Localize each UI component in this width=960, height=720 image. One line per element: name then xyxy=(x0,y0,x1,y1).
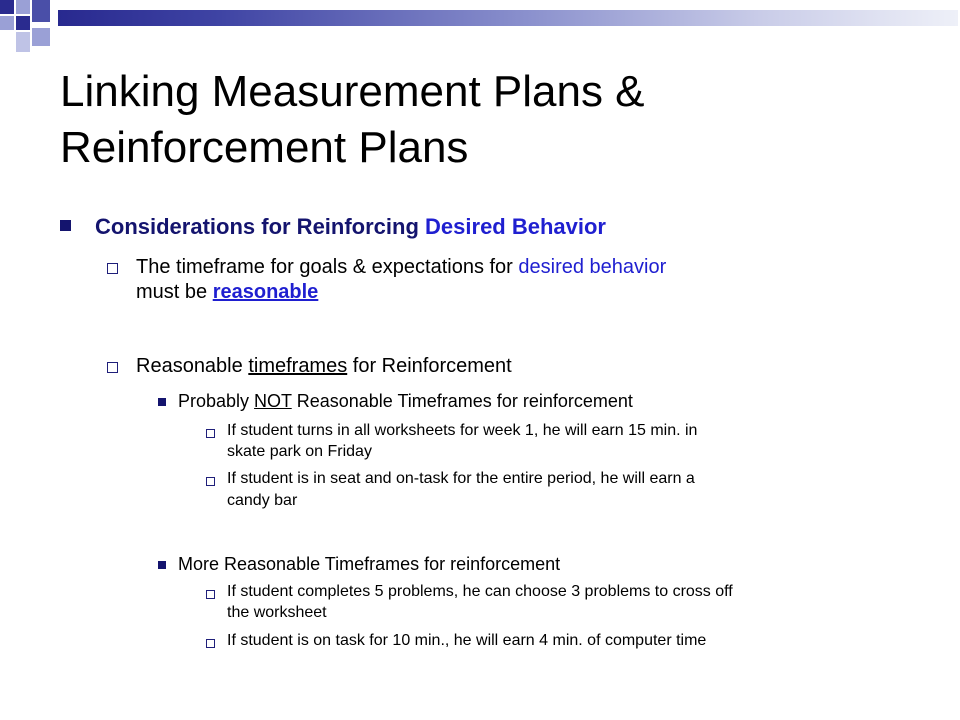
filled-square-bullet-icon xyxy=(60,220,71,231)
slide-title-line-2: Reinforcement Plans xyxy=(60,123,469,172)
filled-square-bullet-icon xyxy=(158,398,166,406)
hollow-square-bullet-icon xyxy=(206,590,215,599)
point-1-line-2 xyxy=(136,281,318,304)
more-reasonable-example-1-line-1: If student completes 5 problems, he can choose 3 problems to cross off xyxy=(227,583,733,600)
not-reasonable-underlined: NOT xyxy=(254,391,292,411)
slide-title-line-1: Linking Measurement Plans & xyxy=(60,67,645,116)
main-bullet-heading xyxy=(60,214,606,240)
hollow-square-bullet-icon xyxy=(206,429,215,438)
point-2-prefix: Reasonable xyxy=(136,355,249,377)
point-2-underlined: timeframes xyxy=(248,355,348,377)
not-reasonable-example-1-line-2: skate park on Friday xyxy=(227,443,372,460)
not-reasonable-example-2-line-2: candy bar xyxy=(227,492,298,509)
not-reasonable-suffix: Reasonable Timeframes for reinforcement xyxy=(291,391,633,411)
hollow-square-bullet-icon xyxy=(206,639,215,648)
point-1-line-1 xyxy=(136,256,666,279)
not-reasonable-example-1-line-1: If student turns in all worksheets for week 1, he will earn 15 min. in xyxy=(227,422,698,439)
more-reasonable-example-1-line-2: the worksheet xyxy=(227,604,327,621)
not-reasonable-prefix: Probably xyxy=(178,391,255,411)
filled-square-bullet-icon xyxy=(158,561,166,569)
hollow-square-bullet-icon xyxy=(107,263,118,274)
point-1-line-2-prefix: must be xyxy=(136,281,213,303)
more-reasonable-example-2-line-1: If student is on task for 10 min., he will earn 4 min. of computer time xyxy=(227,632,707,649)
more-reasonable-heading: More Reasonable Timeframes for reinforcement xyxy=(178,554,561,574)
hollow-square-bullet-icon xyxy=(107,362,118,373)
point-2 xyxy=(136,355,512,378)
not-reasonable-heading xyxy=(178,391,633,412)
hollow-square-bullet-icon xyxy=(206,477,215,486)
not-reasonable-example-2-line-1: If student is in seat and on-task for the entire period, he will earn a xyxy=(227,470,695,487)
heading-text-highlight: Desired Behavior xyxy=(425,214,606,239)
point-2-suffix: for Reinforcement xyxy=(347,355,512,377)
point-1-text: The timeframe for goals & expectations for xyxy=(136,256,519,278)
heading-text-part-1: Considerations for Reinforcing xyxy=(95,214,426,239)
reasonable-link[interactable]: reasonable xyxy=(212,281,319,303)
point-1-highlight: desired behavior xyxy=(518,256,667,278)
